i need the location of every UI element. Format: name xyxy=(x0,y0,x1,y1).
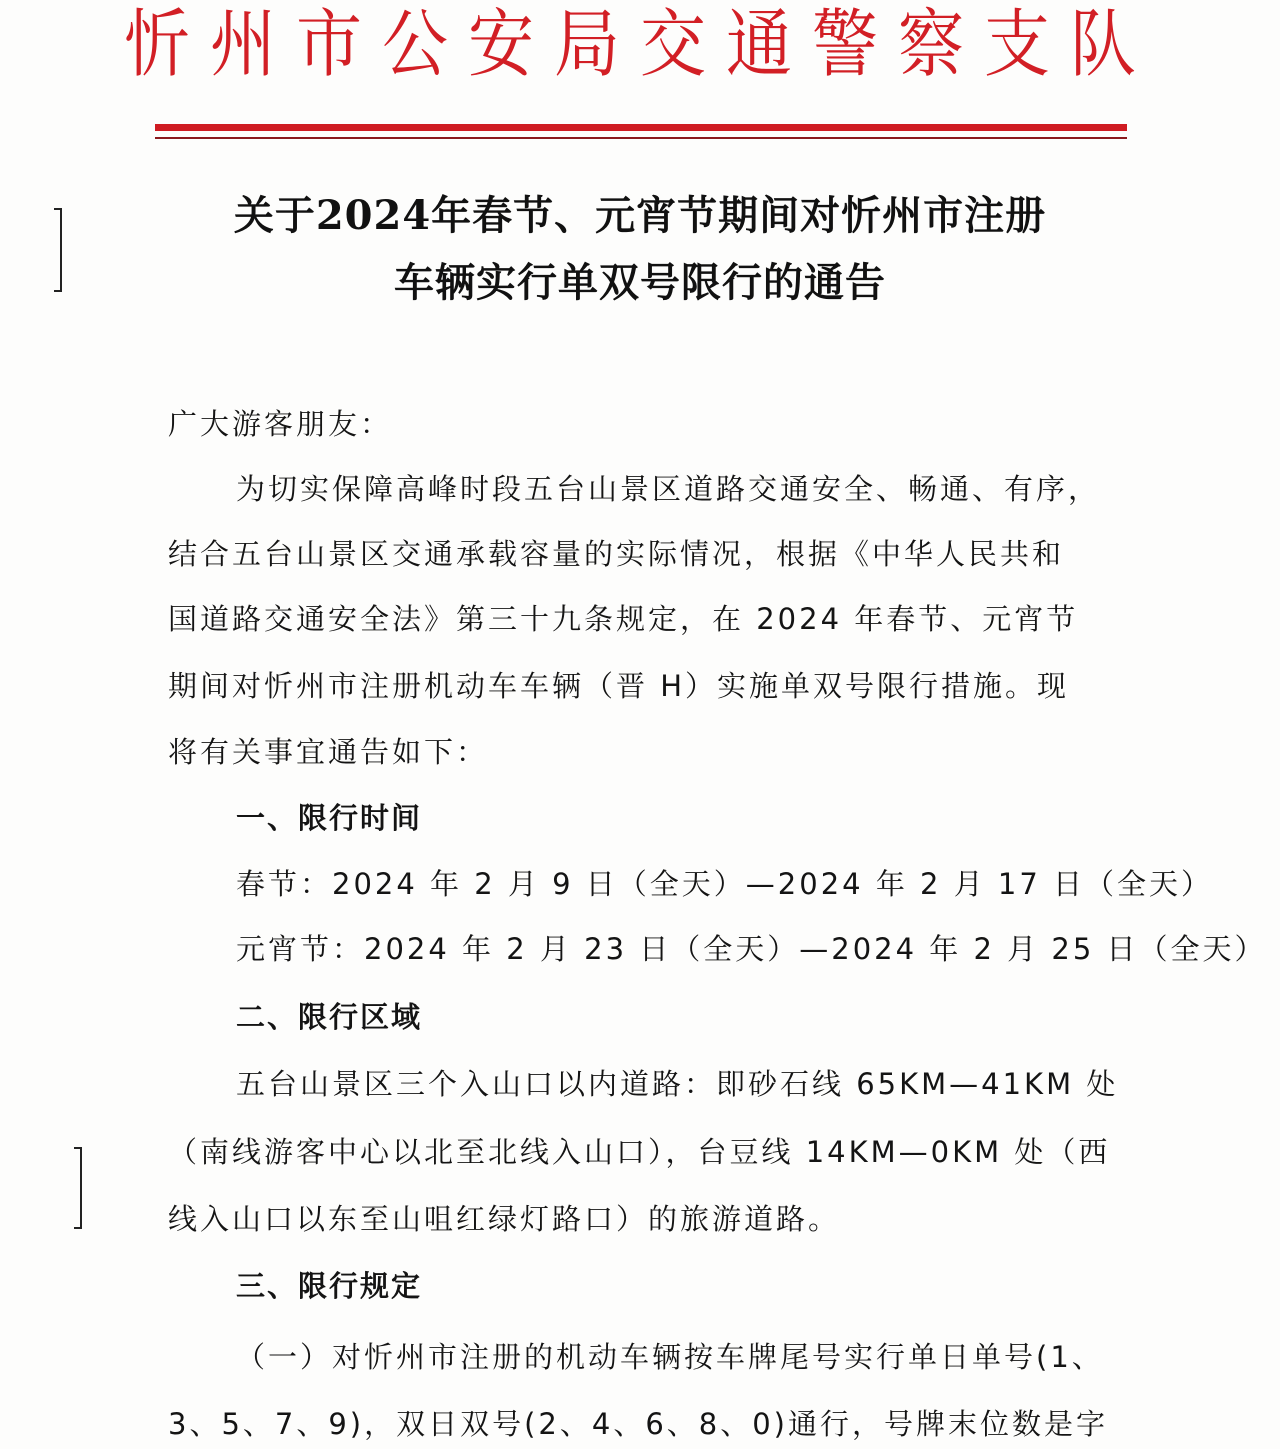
agency-letterhead: 忻州市公安局交通警察支队 xyxy=(124,1,1156,88)
intro-paragraph-line: 为切实保障高峰时段五台山景区道路交通安全、畅通、有序， xyxy=(236,472,1101,506)
section-heading-time: 一、限行时间 xyxy=(236,801,423,835)
intro-paragraph-line: 期间对忻州市注册机动车车辆（晋 H）实施单双号限行措施。现 xyxy=(168,669,1070,703)
rules-paragraph-line: 3、5、7、9)，双日双号(2、4、6、8、0)通行，号牌末位数是字 xyxy=(168,1407,1108,1441)
intro-paragraph-line: 国道路交通安全法》第三十九条规定，在 2024 年春节、元宵节 xyxy=(168,602,1079,636)
binding-bracket-mark xyxy=(54,208,62,292)
section-heading-area: 二、限行区域 xyxy=(236,1000,423,1034)
notice-title-line-1: 关于2024年春节、元宵节期间对忻州市注册 xyxy=(233,192,1047,239)
letterhead-red-rule-thin xyxy=(155,137,1127,139)
area-paragraph-line: 线入山口以东至山咀红绿灯路口）的旅游道路。 xyxy=(168,1202,841,1236)
restriction-period-lantern-festival: 元宵节：2024 年 2 月 23 日（全天）—2024 年 2 月 25 日（全天） xyxy=(236,932,1267,966)
intro-paragraph-line: 将有关事宜通告如下： xyxy=(168,735,489,769)
area-paragraph-line: 五台山景区三个入山口以内道路：即砂石线 65KM—41KM 处 xyxy=(236,1067,1119,1101)
restriction-period-spring-festival: 春节：2024 年 2 月 9 日（全天）—2024 年 2 月 17 日（全天） xyxy=(236,867,1214,901)
binding-bracket-mark xyxy=(74,1147,82,1229)
notice-title-line-2: 车辆实行单双号限行的通告 xyxy=(394,259,886,306)
letterhead-red-rule-thick xyxy=(155,124,1127,131)
section-heading-rules: 三、限行规定 xyxy=(236,1269,423,1303)
rules-paragraph-line: （一）对忻州市注册的机动车辆按车牌尾号实行单日单号(1、 xyxy=(236,1340,1104,1374)
intro-paragraph-line: 结合五台山景区交通承载容量的实际情况，根据《中华人民共和 xyxy=(168,537,1065,571)
area-paragraph-line: （南线游客中心以北至北线入山口），台豆线 14KM—0KM 处（西 xyxy=(168,1135,1111,1169)
salutation: 广大游客朋友： xyxy=(168,407,393,441)
